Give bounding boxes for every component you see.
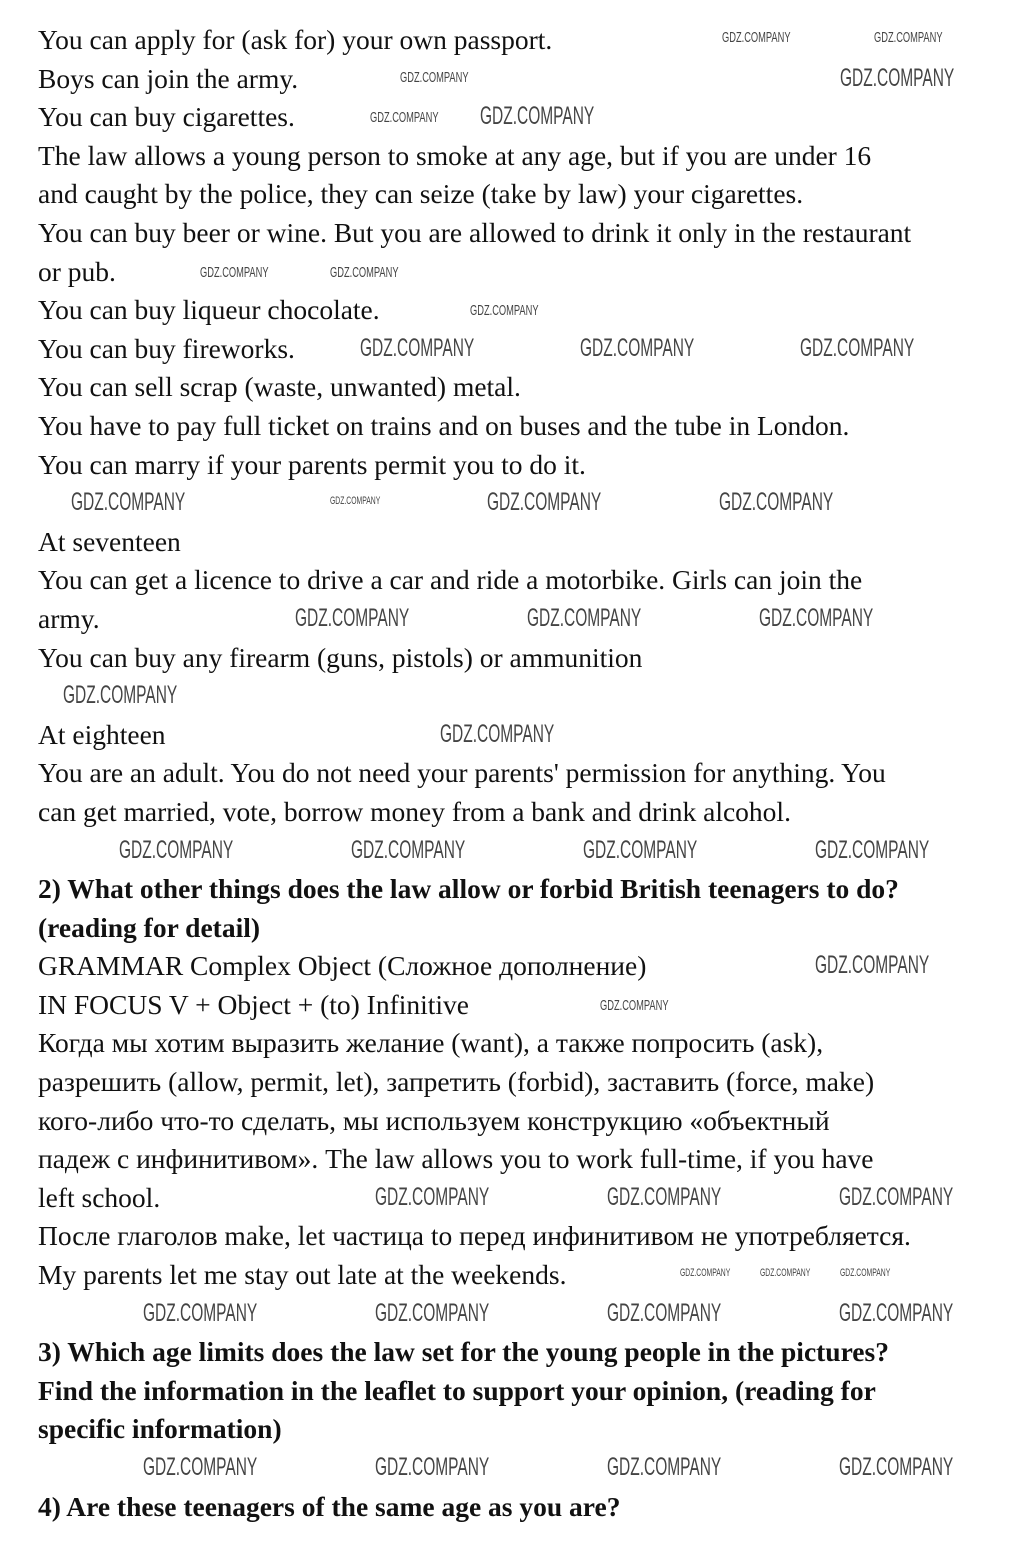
watermark: GDZ.COMPANY xyxy=(759,604,874,632)
watermark: GDZ.COMPANY xyxy=(874,29,943,46)
text-line: Boys can join the army. xyxy=(38,62,299,94)
watermark: GDZ.COMPANY xyxy=(815,951,930,979)
watermark: GDZ.COMPANY xyxy=(722,29,791,46)
watermark: GDZ.COMPANY xyxy=(680,1267,731,1279)
watermark: GDZ.COMPANY xyxy=(840,64,955,92)
question-2: 2) What other things does the law allow or forbid British teenagers to do? xyxy=(38,873,899,905)
text-line: падеж с инфинитивом». The law allows you to work full-time, if you have xyxy=(38,1143,874,1175)
watermark: GDZ.COMPANY xyxy=(487,488,602,516)
text-line: or pub. xyxy=(38,255,116,287)
watermark: GDZ.COMPANY xyxy=(839,1183,954,1211)
section-heading-seventeen: At seventeen xyxy=(38,525,181,557)
watermark: GDZ.COMPANY xyxy=(143,1453,258,1481)
watermark: GDZ.COMPANY xyxy=(760,1267,811,1279)
watermark: GDZ.COMPANY xyxy=(607,1453,722,1481)
text-line: You are an adult. You do not need your parents' permission for anything. You xyxy=(38,757,886,789)
watermark: GDZ.COMPANY xyxy=(480,102,595,130)
watermark: GDZ.COMPANY xyxy=(800,334,915,362)
text-line: You can get a licence to drive a car and ride a motorbike. Girls can join the xyxy=(38,564,863,596)
watermark: GDZ.COMPANY xyxy=(839,1453,954,1481)
watermark: GDZ.COMPANY xyxy=(580,334,695,362)
in-focus-heading: IN FOCUS V + Object + (to) Infinitive xyxy=(38,988,470,1020)
watermark: GDZ.COMPANY xyxy=(470,302,539,319)
watermark: GDZ.COMPANY xyxy=(607,1299,722,1327)
watermark: GDZ.COMPANY xyxy=(200,264,269,281)
watermark: GDZ.COMPANY xyxy=(330,264,399,281)
watermark: GDZ.COMPANY xyxy=(527,604,642,632)
watermark: GDZ.COMPANY xyxy=(400,69,469,86)
text-line: You can buy liqueur chocolate. xyxy=(38,294,380,326)
question-3-cont: Find the information in the leaflet to support your opinion, (reading for xyxy=(38,1374,876,1406)
watermark: GDZ.COMPANY xyxy=(607,1183,722,1211)
text-line: You can buy cigarettes. xyxy=(38,101,295,133)
text-line: После глаголов make, let частица to перед инфинитивом не употребляется. xyxy=(38,1220,911,1252)
question-3: 3) Which age limits does the law set for the young people in the pictures? xyxy=(38,1336,889,1368)
watermark: GDZ.COMPANY xyxy=(600,997,669,1014)
text-line: You can buy any firearm (guns, pistols) or ammunition xyxy=(38,641,643,673)
text-line: разрешить (allow, permit, let), запретить (forbid), заставить (force, make) xyxy=(38,1066,875,1098)
watermark: GDZ.COMPANY xyxy=(440,720,555,748)
text-line: You have to pay full ticket on trains and on buses and the tube in London. xyxy=(38,409,850,441)
watermark: GDZ.COMPANY xyxy=(815,836,930,864)
section-heading-eighteen: At eighteen xyxy=(38,718,166,750)
watermark: GDZ.COMPANY xyxy=(71,488,186,516)
watermark: GDZ.COMPANY xyxy=(119,836,234,864)
text-line: can get married, vote, borrow money from a bank and drink alcohol. xyxy=(38,795,791,827)
watermark: GDZ.COMPANY xyxy=(583,836,698,864)
text-line: You can sell scrap (waste, unwanted) metal. xyxy=(38,371,521,403)
question-2-cont: (reading for detail) xyxy=(38,911,261,943)
watermark: GDZ.COMPANY xyxy=(839,1299,954,1327)
text-line: You can buy beer or wine. But you are allowed to drink it only in the restaurant xyxy=(38,216,912,248)
text-line: and caught by the police, they can seize (take by law) your cigarettes. xyxy=(38,178,804,210)
watermark: GDZ.COMPANY xyxy=(375,1183,490,1211)
text-line: army. xyxy=(38,602,100,634)
watermark: GDZ.COMPANY xyxy=(143,1299,258,1327)
watermark: GDZ.COMPANY xyxy=(375,1299,490,1327)
text-line: кого-либо что-то сделать, мы используем конструкцию «объектный xyxy=(38,1104,830,1136)
watermark: GDZ.COMPANY xyxy=(63,681,178,709)
text-line: Когда мы хотим выразить желание (want), а также попросить (ask), xyxy=(38,1027,824,1059)
text-line: The law allows a young person to smoke at any age, but if you are under 16 xyxy=(38,139,872,171)
watermark: GDZ.COMPANY xyxy=(370,109,439,126)
watermark: GDZ.COMPANY xyxy=(840,1267,891,1279)
question-3-cont: specific information) xyxy=(38,1413,282,1445)
grammar-heading: GRAMMAR Complex Object (Сложное дополнение) xyxy=(38,950,647,982)
question-4: 4) Are these teenagers of the same age as you are? xyxy=(38,1490,621,1522)
watermark: GDZ.COMPANY xyxy=(719,488,834,516)
watermark: GDZ.COMPANY xyxy=(295,604,410,632)
text-line: You can marry if your parents permit you to do it. xyxy=(38,448,586,480)
text-line: left school. xyxy=(38,1181,161,1213)
text-line: You can buy fireworks. xyxy=(38,332,295,364)
watermark: GDZ.COMPANY xyxy=(360,334,475,362)
text-line: You can apply for (ask for) your own passport. xyxy=(38,24,553,55)
text-line: My parents let me stay out late at the weekends. xyxy=(38,1259,567,1290)
watermark: GDZ.COMPANY xyxy=(351,836,466,864)
watermark: GDZ.COMPANY xyxy=(375,1453,490,1481)
watermark: GDZ.COMPANY xyxy=(330,495,381,507)
